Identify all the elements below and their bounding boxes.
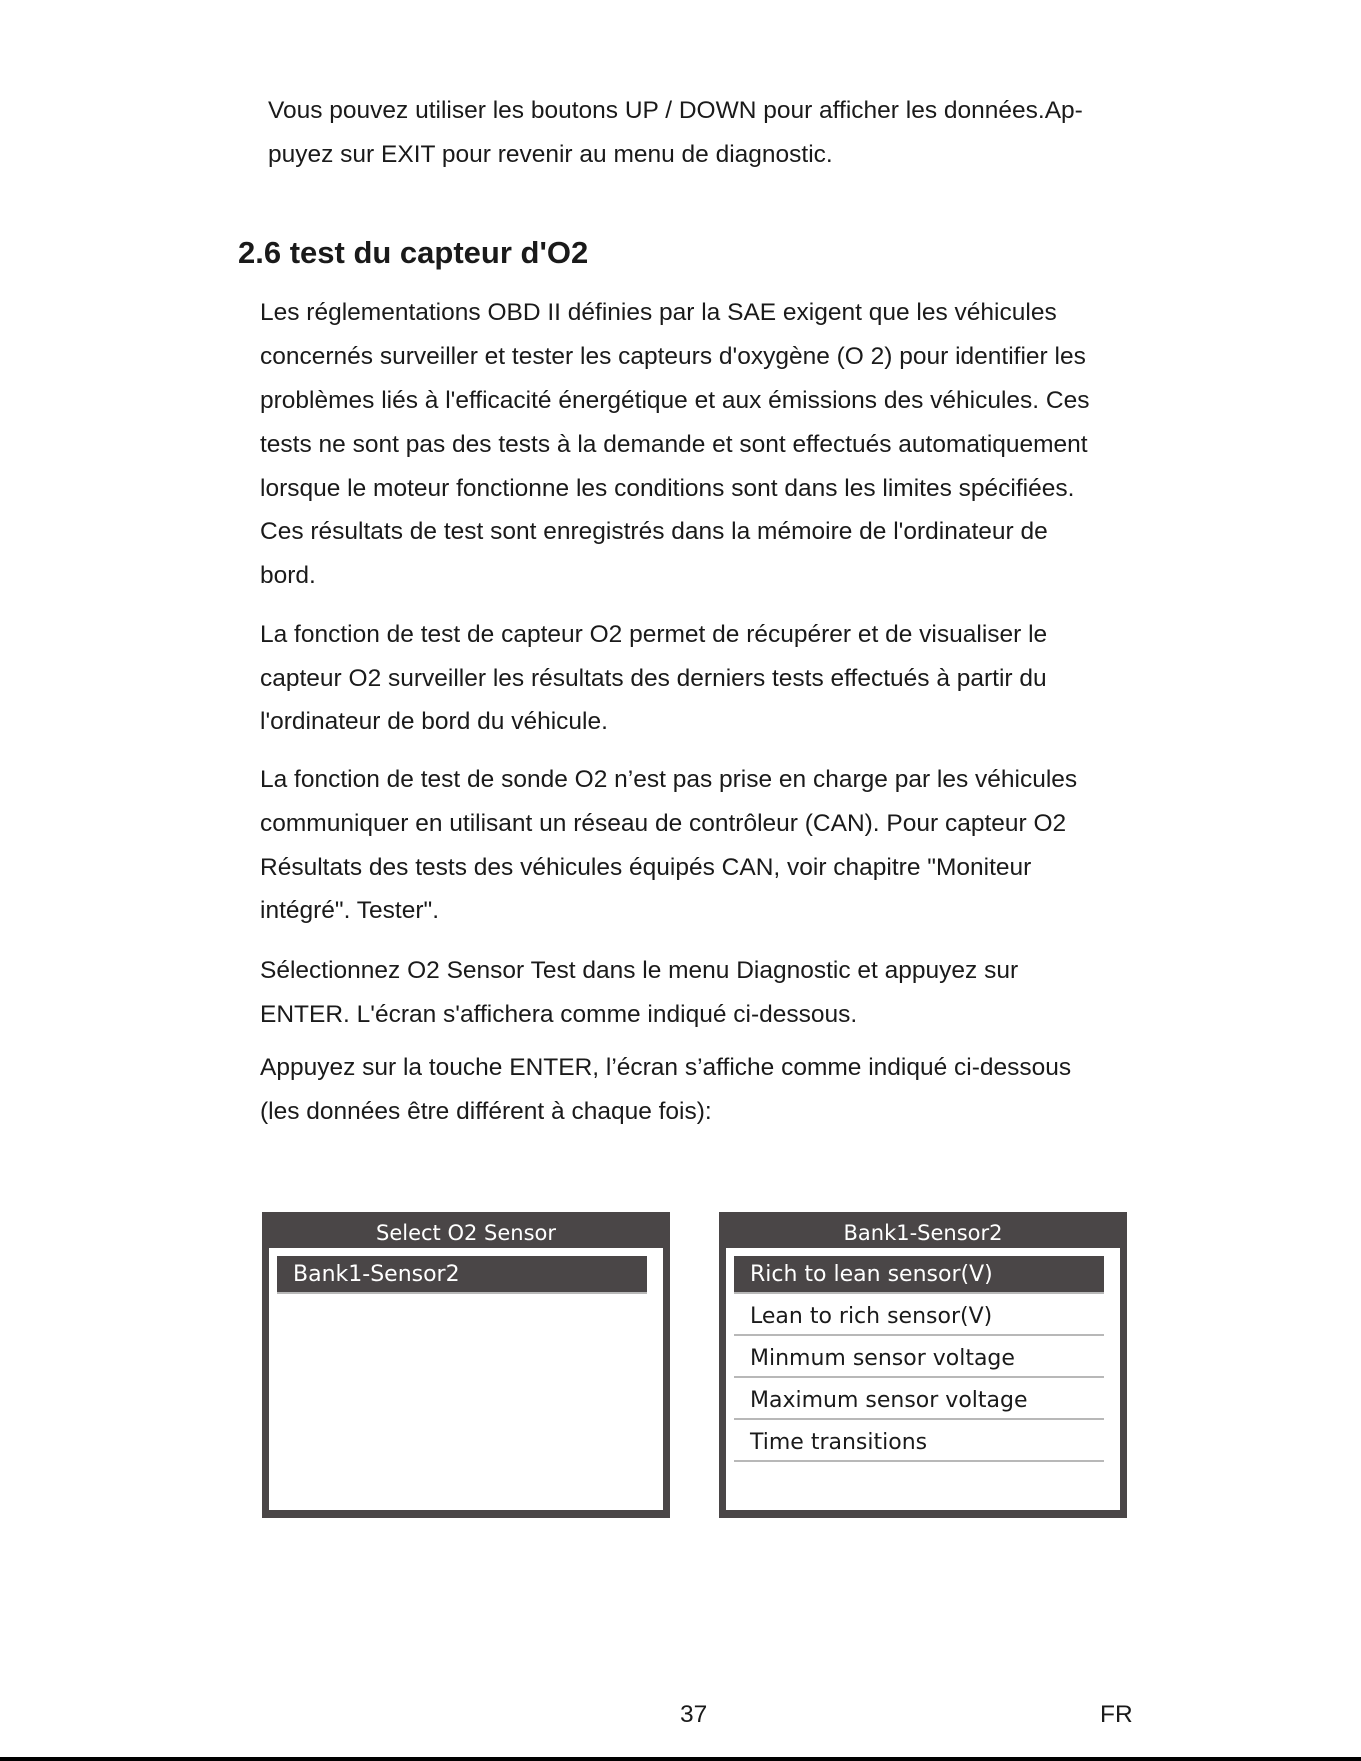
paragraph-line: capteur O2 surveiller les résultats des derniers tests effectués à partir du [260,665,1047,692]
paragraph-line: La fonction de test de capteur O2 permet de récupérer et de visualiser le [260,621,1048,648]
paragraph-line: bord. [260,562,316,589]
section-heading: 2.6 test du capteur d'O2 [238,235,589,270]
paragraph-line: Appuyez sur la touche ENTER, l’écran s’affiche comme indiqué ci-dessous [260,1054,1072,1081]
intro-line: puyez sur EXIT pour revenir au menu de diagnostic. [268,141,833,168]
paragraph-line: problèmes liés à l'efficacité énergétique et aux émissions des véhicules. Ces [260,387,1090,414]
menu-item-maximum-voltage[interactable]: Maximum sensor voltage [734,1382,1104,1420]
menu-item-rich-to-lean[interactable]: Rich to lean sensor(V) [734,1256,1104,1294]
device-screen-bank1-sensor2 [719,1212,1127,1518]
menu-item-time-transitions[interactable]: Time transitions [734,1424,1104,1462]
language-label: FR [1100,1701,1133,1728]
page-number: 37 [680,1701,708,1728]
device-screen-select-sensor [262,1212,670,1518]
paragraph-line: communiquer en utilisant un réseau de contrôleur (CAN). Pour capteur O2 [260,810,1067,837]
screen-title: Bank1-Sensor2 [843,1221,1003,1245]
paragraph-line: intégré". Tester". [260,897,440,924]
paragraph-line: La fonction de test de sonde O2 n’est pas prise en charge par les véhicules [260,766,1078,793]
paragraph-line: ENTER. L'écran s'affichera comme indiqué ci-dessous. [260,1001,858,1028]
paragraph-line: tests ne sont pas des tests à la demande et sont effectués automatiquement [260,431,1088,458]
menu-item-minimum-voltage[interactable]: Minmum sensor voltage [734,1340,1104,1378]
paragraph-line: (les données être différent à chaque fois): [260,1098,712,1125]
menu-item-bank1-sensor2[interactable]: Bank1-Sensor2 [277,1256,647,1294]
paragraph-line: Ces résultats de test sont enregistrés dans la mémoire de l'ordinateur de [260,518,1048,545]
paragraph-line: lorsque le moteur fonctionne les conditions sont dans les limites spécifiées. [260,475,1075,502]
paragraph-line: concernés surveiller et tester les capteurs d'oxygène (O 2) pour identifier les [260,343,1086,370]
paragraph-line: Les réglementations OBD II définies par la SAE exigent que les véhicules [260,299,1057,326]
paragraph-line: Résultats des tests des véhicules équipés CAN, voir chapitre "Moniteur [260,854,1032,881]
menu-item-lean-to-rich[interactable]: Lean to rich sensor(V) [734,1298,1104,1336]
intro-line: Vous pouvez utiliser les boutons UP / DOWN pour afficher les données.Ap- [268,97,1083,124]
screen-body [269,1248,663,1510]
screen-body [726,1248,1120,1510]
paragraph-line: l'ordinateur de bord du véhicule. [260,708,608,735]
paragraph-line: Sélectionnez O2 Sensor Test dans le menu Diagnostic et appuyez sur [260,957,1019,984]
page-bottom-rule [0,1757,1361,1761]
screen-title: Select O2 Sensor [375,1221,556,1245]
